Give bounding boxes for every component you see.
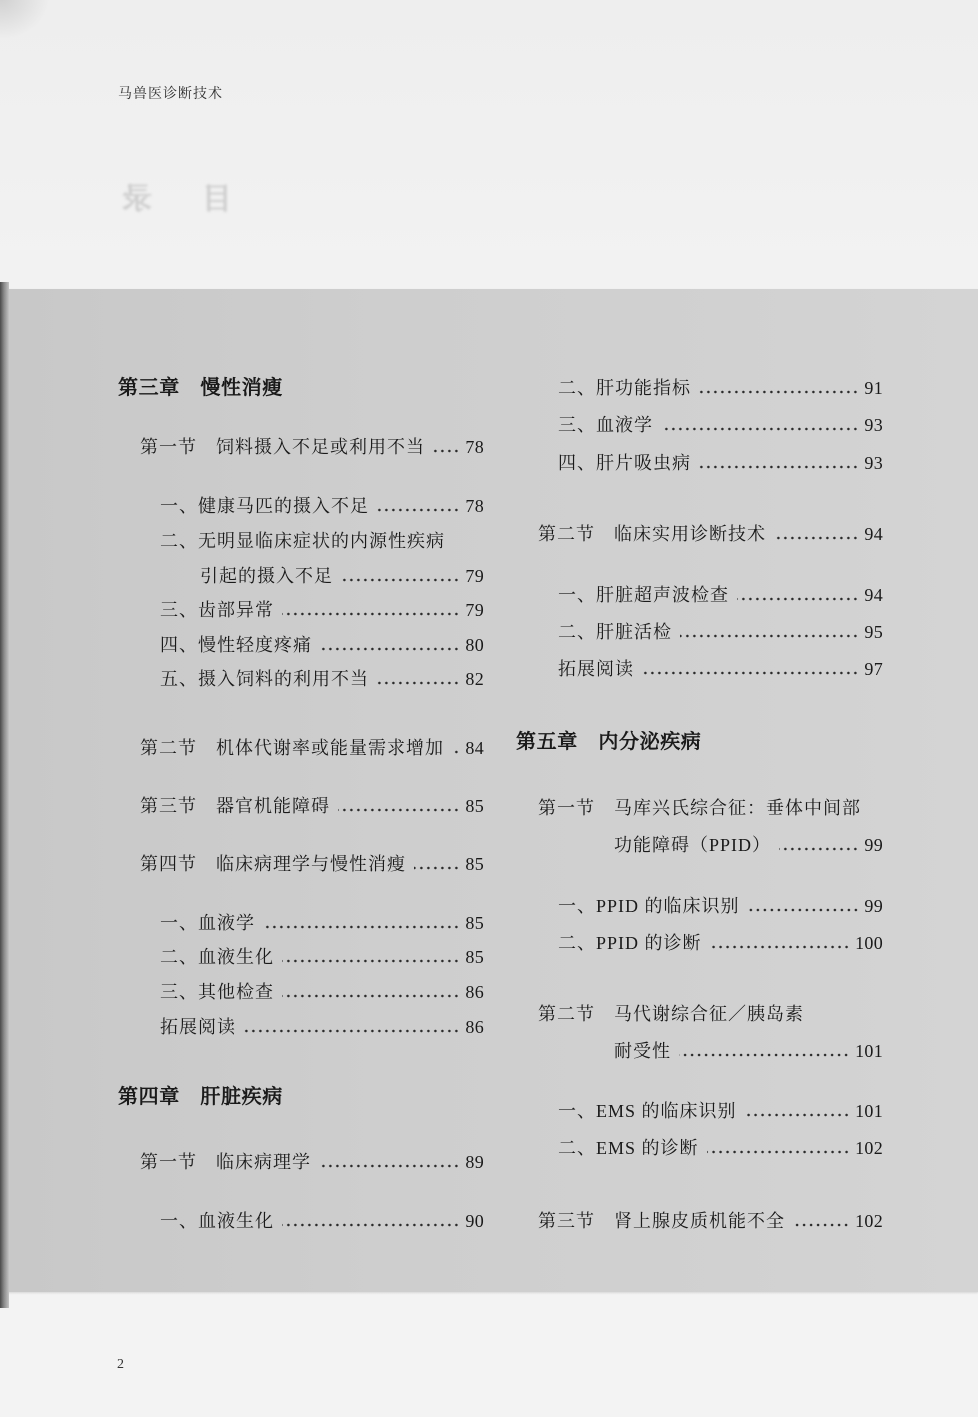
toc-page-number: 78 bbox=[465, 496, 484, 516]
dot-leader bbox=[745, 1113, 852, 1117]
toc-item bbox=[558, 620, 883, 644]
toc-entry-title: 四、慢性轻度疼痛 bbox=[160, 635, 312, 655]
toc-entry-title: 二、肝脏活检 bbox=[558, 622, 672, 642]
toc-page-number: 86 bbox=[465, 982, 484, 1002]
toc-entry-title: 一、肝脏超声波检查 bbox=[558, 585, 729, 605]
toc-entry-title: 第一节 临床病理学 bbox=[140, 1152, 311, 1172]
toc-page-number: 91 bbox=[864, 378, 883, 398]
toc-page-number: 93 bbox=[864, 415, 883, 435]
show-through-toc-heading: 目 录 bbox=[112, 183, 232, 216]
toc-section bbox=[140, 794, 484, 818]
dot-leader bbox=[710, 945, 852, 949]
dot-leader bbox=[661, 427, 860, 431]
toc-page-number: 80 bbox=[465, 635, 484, 655]
dot-leader bbox=[642, 671, 860, 675]
toc-entry-title: 三、其他检查 bbox=[160, 982, 274, 1002]
dot-leader bbox=[319, 1164, 461, 1168]
toc-page-number: 79 bbox=[465, 600, 484, 620]
toc-item bbox=[558, 931, 883, 955]
toc-page-number: 101 bbox=[855, 1101, 883, 1121]
dot-leader bbox=[774, 536, 860, 540]
toc-entry-title: 二、PPID 的诊断 bbox=[558, 933, 702, 953]
dot-leader bbox=[377, 681, 461, 685]
toc-item bbox=[558, 1136, 883, 1160]
toc-item bbox=[160, 667, 484, 691]
toc-item bbox=[160, 633, 484, 657]
toc-entry-title: 引起的摄入不足 bbox=[200, 566, 333, 586]
toc-entry-title: 二、无明显临床症状的内源性疾病 bbox=[160, 531, 445, 551]
toc-entry-title: 三、血液学 bbox=[558, 415, 653, 435]
toc-chapter bbox=[118, 375, 283, 401]
dot-leader bbox=[699, 465, 860, 469]
dot-leader bbox=[338, 808, 461, 812]
toc-item bbox=[160, 945, 484, 969]
toc-item bbox=[558, 376, 883, 400]
toc-chapter bbox=[118, 1084, 283, 1110]
toc-section bbox=[538, 522, 883, 546]
dot-leader bbox=[282, 612, 461, 616]
toc-page-number: 99 bbox=[864, 896, 883, 916]
dot-leader bbox=[341, 578, 461, 582]
toc-section bbox=[538, 796, 861, 820]
toc-page-number: 85 bbox=[465, 913, 484, 933]
toc-entry-title: 二、EMS 的诊断 bbox=[558, 1138, 699, 1158]
toc-entry-title: 第四章 肝脏疾病 bbox=[118, 1086, 283, 1108]
dot-leader bbox=[707, 1150, 852, 1154]
toc-entry-title: 第五章 内分泌疾病 bbox=[516, 731, 702, 753]
toc-section-continuation bbox=[614, 833, 883, 857]
toc-page-number: 99 bbox=[864, 835, 883, 855]
toc-section bbox=[140, 1150, 484, 1174]
dot-leader bbox=[433, 449, 461, 453]
toc-entry-title: 功能障碍（PPID） bbox=[614, 835, 772, 855]
dot-leader bbox=[282, 994, 461, 998]
toc-page-number: 89 bbox=[465, 1152, 484, 1172]
toc-page-number: 78 bbox=[465, 437, 484, 457]
toc-entry-title: 一、血液学 bbox=[160, 913, 255, 933]
toc-entry-title: 拓展阅读 bbox=[558, 659, 634, 679]
dot-leader bbox=[282, 959, 461, 963]
toc-page-number: 102 bbox=[855, 1138, 883, 1158]
toc-entry-title: 一、健康马匹的摄入不足 bbox=[160, 496, 369, 516]
toc-entry-title: 四、肝片吸虫病 bbox=[558, 453, 691, 473]
toc-item bbox=[160, 529, 445, 553]
toc-page-number: 101 bbox=[855, 1041, 883, 1061]
toc-page-number: 93 bbox=[864, 453, 883, 473]
dot-leader bbox=[679, 1053, 851, 1057]
toc-item bbox=[558, 1099, 883, 1123]
dot-leader bbox=[282, 1223, 461, 1227]
dot-leader bbox=[414, 866, 461, 870]
toc-item bbox=[558, 657, 883, 681]
dot-leader bbox=[263, 925, 461, 929]
toc-entry-title: 第一节 马库兴氏综合征：垂体中间部 bbox=[538, 798, 861, 818]
toc-entry-title: 一、PPID 的临床识别 bbox=[558, 896, 740, 916]
dot-leader bbox=[748, 908, 861, 912]
dot-leader bbox=[793, 1223, 851, 1227]
toc-entry-title: 第三节 器官机能障碍 bbox=[140, 796, 330, 816]
dot-leader bbox=[377, 508, 461, 512]
toc-item bbox=[558, 451, 883, 475]
toc-entry-title: 第二节 机体代谢率或能量需求增加 bbox=[140, 738, 444, 758]
toc-entry-title: 一、血液生化 bbox=[160, 1211, 274, 1231]
toc-page-number: 95 bbox=[864, 622, 883, 642]
toc-page-number: 94 bbox=[864, 524, 883, 544]
toc-section bbox=[538, 1209, 883, 1233]
page-number: 2 bbox=[117, 1357, 124, 1372]
toc-entry-title: 第三节 肾上腺皮质机能不全 bbox=[538, 1211, 785, 1231]
toc-entry-title: 三、齿部异常 bbox=[160, 600, 274, 620]
toc-page-number: 79 bbox=[465, 566, 484, 586]
toc-entry-title: 拓展阅读 bbox=[160, 1017, 236, 1037]
toc-page-number: 84 bbox=[465, 738, 484, 758]
toc-item bbox=[160, 494, 484, 518]
dot-leader bbox=[320, 647, 461, 651]
toc-page-number: 85 bbox=[465, 854, 484, 874]
toc-page-number: 94 bbox=[864, 585, 883, 605]
dot-leader bbox=[680, 634, 860, 638]
dot-leader bbox=[699, 390, 860, 394]
toc-item bbox=[160, 1015, 484, 1039]
toc-chapter bbox=[516, 729, 701, 755]
toc-item-continuation bbox=[200, 564, 484, 588]
dot-leader bbox=[737, 597, 860, 601]
toc-item bbox=[160, 1209, 484, 1233]
toc-section bbox=[140, 852, 484, 876]
toc-entry-title: 第二节 马代谢综合征／胰岛素 bbox=[538, 1004, 804, 1024]
toc-item bbox=[558, 413, 883, 437]
toc-page-number: 97 bbox=[864, 659, 883, 679]
toc-entry-title: 二、血液生化 bbox=[160, 947, 274, 967]
toc-item bbox=[160, 911, 484, 935]
toc-entry-title: 耐受性 bbox=[614, 1041, 671, 1061]
toc-item bbox=[558, 583, 883, 607]
toc-page-number: 100 bbox=[855, 933, 883, 953]
toc-page-number: 102 bbox=[855, 1211, 883, 1231]
toc-section bbox=[140, 736, 484, 760]
toc-section bbox=[538, 1002, 804, 1026]
toc-entry-title: 第四节 临床病理学与慢性消瘦 bbox=[140, 854, 406, 874]
toc-entry-title: 第一节 饲料摄入不足或利用不当 bbox=[140, 437, 425, 457]
toc-entry-title: 一、EMS 的临床识别 bbox=[558, 1101, 737, 1121]
toc-entry-title: 第二节 临床实用诊断技术 bbox=[538, 524, 766, 544]
toc-item bbox=[160, 980, 484, 1004]
toc-page-number: 86 bbox=[465, 1017, 484, 1037]
toc-section bbox=[140, 435, 484, 459]
dot-leader bbox=[779, 847, 860, 851]
running-header-book-title: 马兽医诊断技术 bbox=[118, 87, 223, 102]
toc-page-number: 90 bbox=[465, 1211, 484, 1231]
toc-entry-title: 第三章 慢性消瘦 bbox=[118, 377, 283, 399]
toc-entry-title: 五、摄入饲料的利用不当 bbox=[160, 669, 369, 689]
dot-leader bbox=[452, 750, 461, 754]
dot-leader bbox=[244, 1029, 461, 1033]
toc-page-number: 85 bbox=[465, 947, 484, 967]
toc-section-continuation bbox=[614, 1039, 883, 1063]
toc-item bbox=[160, 598, 484, 622]
toc-page-number: 85 bbox=[465, 796, 484, 816]
toc-entry-title: 二、肝功能指标 bbox=[558, 378, 691, 398]
toc-item bbox=[558, 894, 883, 918]
toc-page-number: 82 bbox=[465, 669, 484, 689]
